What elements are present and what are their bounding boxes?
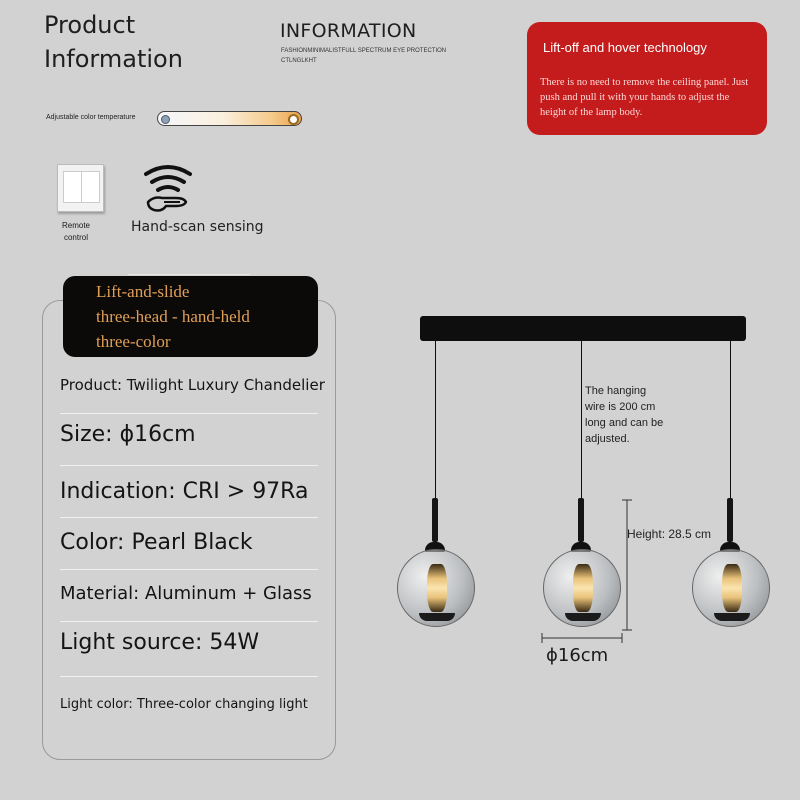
spec-light-source: Light source: 54W — [60, 630, 260, 655]
badge-line-3: three-color — [96, 332, 171, 351]
badge-line-2: three-head - hand-held — [96, 307, 250, 326]
feature-box-title: Lift-off and hover technology — [543, 40, 707, 55]
spec-indication: Indication: CRI > 97Ra — [60, 479, 309, 504]
diameter-dimension-label: ϕ16cm — [546, 645, 609, 666]
height-dimension-label: Height: 28.5 cm — [627, 527, 712, 541]
spec-light-color: Light color: Three-color changing light — [60, 697, 308, 712]
color-temperature-label: Adjustable color temperature — [46, 114, 136, 121]
spec-material: Material: Aluminum + Glass — [60, 583, 312, 604]
feature-box-text: There is no need to remove the ceiling panel. Just push and pull it with your hands to adjust the height of the lamp body. — [540, 77, 749, 118]
title-line-1: Product — [44, 11, 136, 39]
info-heading: INFORMATION — [280, 20, 417, 42]
spec-color: Color: Pearl Black — [60, 530, 253, 555]
spec-product: Product: Twilight Luxury Chandelier — [60, 376, 325, 394]
hanging-wire-note: The hanging wire is 200 cm long and can be adjusted. — [585, 385, 664, 445]
spec-size: Size: ϕ16cm — [60, 422, 196, 447]
badge-line-1: Lift-and-slide — [96, 282, 190, 301]
info-subtitle: FASHIONMINIMALISTFULL SPECTRUM EYE PROTECTION CTLNGLKHT — [281, 48, 447, 64]
title-line-2: Information — [44, 45, 183, 73]
remote-control-label: Remote control — [61, 221, 90, 242]
hand-scan-label: Hand-scan sensing — [131, 219, 264, 235]
